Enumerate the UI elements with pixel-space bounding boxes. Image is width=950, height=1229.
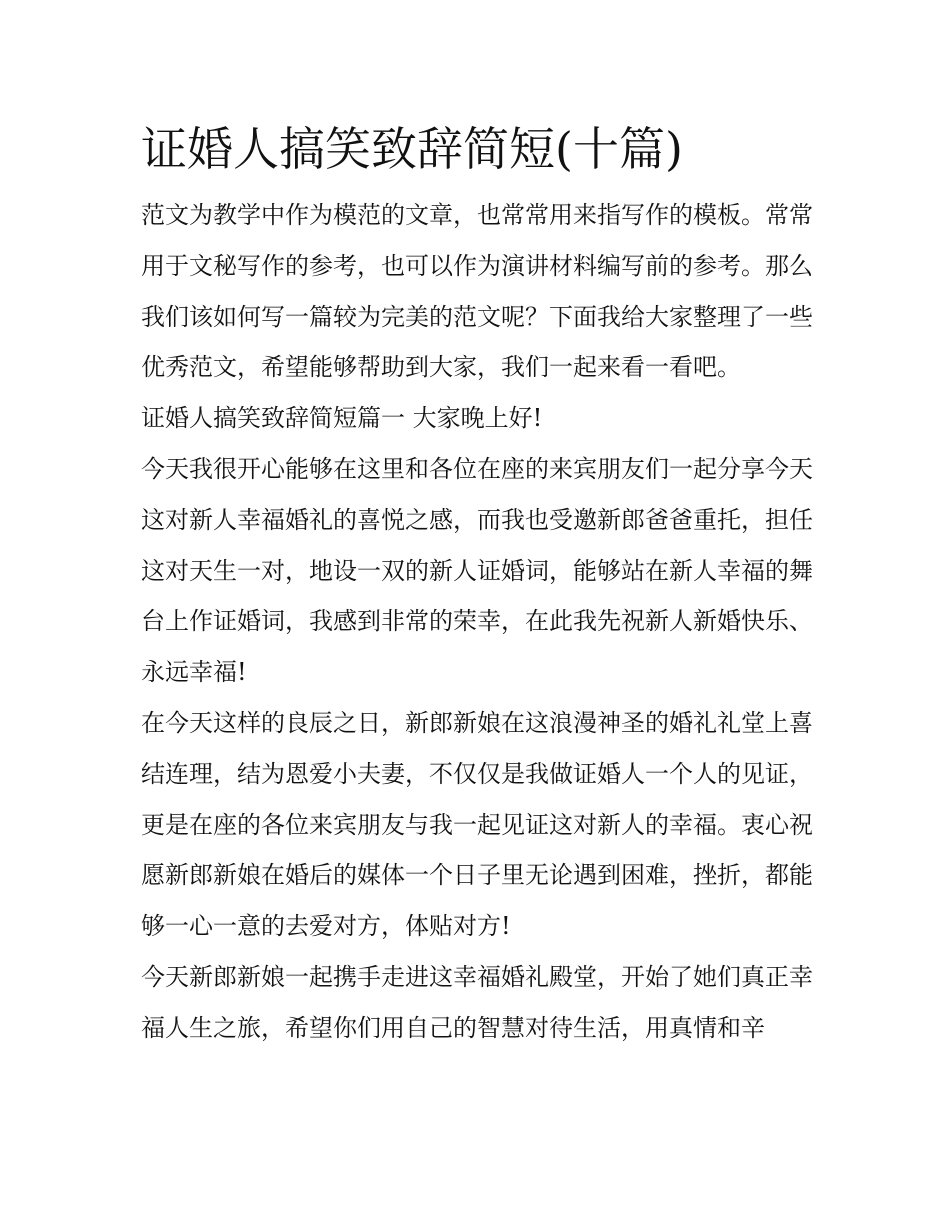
intro-paragraph: 范文为教学中作为模范的文章，也常常用来指写作的模板。常常用于文秘写作的参考，也可以作为演讲材料编写前的参考。那么我们该如何写一篇较为完美的范文呢？下面我给大家整理了一些优秀范文，希望能够帮助到大家，我们一起来看一看吧。 (141, 201, 813, 382)
document-content (141, 118, 817, 1054)
section-heading-paragraph: 证婚人搞笑致辞简短篇一 大家晚上好! (141, 404, 543, 433)
document-title: 证婚人搞笑致辞简短(十篇) (141, 122, 683, 176)
body-paragraph-1: 今天我很开心能够在这里和各位在座的来宾朋友们一起分享今天这对新人幸福婚礼的喜悦之感，而我也受邀新郎爸爸重托，担任这对天生一对，地设一双的新人证婚词，能够站在新人幸福的舞台上作证婚词，我感到非常的荣幸，在此我先祝新人新婚快乐、永远幸福! (141, 454, 813, 687)
body-paragraph-3: 今天新郎新娘一起携手走进这幸福婚礼殿堂，开始了她们真正幸福人生之旅，希望你们用自己的智慧对待生活，用真情和辛 (141, 962, 813, 1042)
body-paragraph-2: 在今天这样的良辰之日，新郎新娘在这浪漫神圣的婚礼礼堂上喜结连理，结为恩爱小夫妻，不仅仅是我做证婚人一个人的见证，更是在座的各位来宾朋友与我一起见证这对新人的幸福。衷心祝愿新郎新娘在婚后的媒体一个日子里无论遇到困难，挫折，都能够一心一意的去爱对方，体贴对方! (141, 708, 813, 941)
